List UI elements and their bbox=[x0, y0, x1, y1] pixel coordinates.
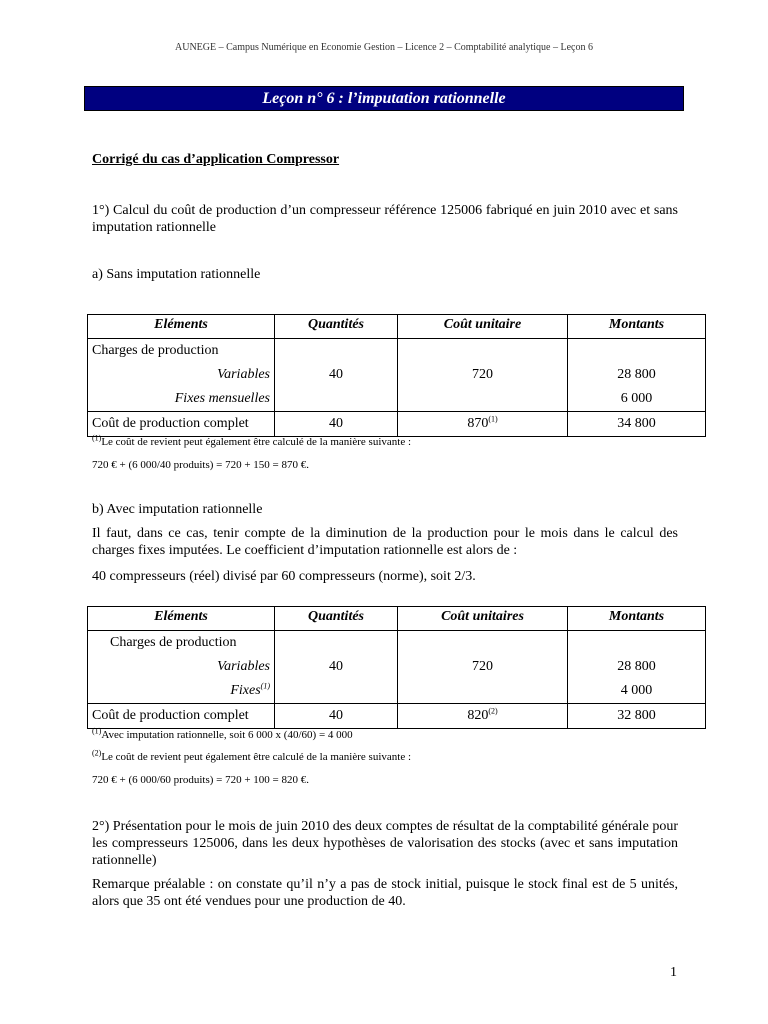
fixed-amount: 4 000 bbox=[620, 683, 653, 698]
col-header-unit-cost: Coût unitaires bbox=[398, 607, 568, 631]
table-row-total bbox=[88, 412, 706, 437]
part-a-heading: a) Sans imputation rationnelle bbox=[92, 267, 261, 282]
total-label: Coût de production complet bbox=[92, 416, 249, 431]
total-unit: 870 bbox=[467, 416, 489, 431]
variables-unit: 720 bbox=[472, 659, 493, 674]
fixed-amount: 6 000 bbox=[620, 391, 653, 406]
preliminary-remark: Remarque préalable : on constate qu’il n’y a pas de stock initial, puisque le stock final est de 5 unités, alors que 35 ont été vendues pour une production de 40. bbox=[92, 877, 678, 909]
footnote-2a: $^{(1)}$Avec imputation rationnelle, soit 6 000 x (40/60) = 4 000 bbox=[92, 726, 353, 741]
question-1: 1°) Calcul du coût de production d’un compresseur référence 125006 fabriqué en juin 2010 avec et sans imputation rationnelle bbox=[92, 203, 678, 235]
variables-unit: 720 bbox=[472, 367, 493, 382]
section-subtitle: Corrigé du cas d’application Compressor bbox=[92, 152, 340, 167]
col-header-amounts: Montants bbox=[568, 607, 706, 631]
section-label: Charges de production bbox=[92, 343, 219, 358]
table-header-row bbox=[88, 315, 706, 339]
table-row-total bbox=[88, 704, 706, 729]
col-header-amounts: Montants bbox=[568, 315, 706, 339]
footnote-1-calc: 720 € + (6 000/40 produits) = 720 + 150 = 870 €. bbox=[92, 459, 310, 471]
col-header-quantities: Quantités bbox=[275, 315, 398, 339]
lesson-title: Leçon n° 6 : l’imputation rationnelle bbox=[84, 86, 684, 111]
footnote-2b: $^{(2)}$Le coût de revient peut également être calculé de la manière suivante : bbox=[92, 748, 412, 763]
variables-amount: 28 800 bbox=[617, 367, 656, 382]
part-b-coefficient: 40 compresseurs (réel) divisé par 60 compresseurs (norme), soit 2/3. bbox=[92, 569, 476, 584]
variables-amount: 28 800 bbox=[617, 659, 656, 674]
cost-table-with-rational bbox=[87, 606, 706, 729]
fixed-label: Fixes mensuelles bbox=[174, 391, 270, 406]
fixed-label: Fixes$^{(1)}$ bbox=[230, 681, 270, 698]
total-amount: 32 800 bbox=[617, 708, 656, 723]
part-b-paragraph: Il faut, dans ce cas, tenir compte de la diminution de la production pour le mois dans le calcul des charges fixes imputées. Le coefficient d’imputation rationnelle est alors de : bbox=[92, 526, 678, 558]
table-header-row bbox=[88, 607, 706, 631]
total-label: Coût de production complet bbox=[92, 708, 249, 723]
col-header-quantities: Quantités bbox=[275, 607, 398, 631]
table-row bbox=[88, 631, 706, 704]
part-b-heading: b) Avec imputation rationnelle bbox=[92, 502, 263, 517]
table-row bbox=[88, 339, 706, 412]
section-label: Charges de production bbox=[110, 635, 237, 650]
col-header-elements: Eléments bbox=[88, 315, 275, 339]
total-qty: 40 bbox=[329, 416, 343, 431]
footnote-1: $^{(1)}$Le coût de revient peut également être calculé de la manière suivante : bbox=[92, 433, 412, 448]
variables-qty: 40 bbox=[329, 659, 343, 674]
question-2: 2°) Présentation pour le mois de juin 2010 des deux comptes de résultat de la comptabilité générale pour les compresseurs 125006, dans les deux hypothèses de valorisation des stocks (avec et sans imputation rationnelle) bbox=[92, 819, 678, 868]
variables-qty: 40 bbox=[329, 367, 343, 382]
total-qty: 40 bbox=[329, 708, 343, 723]
footnote-ref: (2) bbox=[488, 706, 498, 716]
footnote-ref: (1) bbox=[488, 414, 498, 424]
col-header-unit-cost: Coût unitaire bbox=[398, 315, 568, 339]
col-header-elements: Eléments bbox=[88, 607, 275, 631]
page-header: AUNEGE – Campus Numérique en Economie Gestion – Licence 2 – Comptabilité analytique – Leçon 6 bbox=[175, 42, 593, 53]
variables-label: Variables bbox=[217, 659, 270, 674]
page-number: 1 bbox=[670, 965, 677, 980]
total-amount: 34 800 bbox=[617, 416, 656, 431]
total-unit: 820 bbox=[467, 708, 489, 723]
cost-table-without-rational bbox=[87, 314, 706, 437]
footnote-2b-calc: 720 € + (6 000/60 produits) = 720 + 100 = 820 €. bbox=[92, 774, 310, 786]
variables-label: Variables bbox=[217, 367, 270, 382]
